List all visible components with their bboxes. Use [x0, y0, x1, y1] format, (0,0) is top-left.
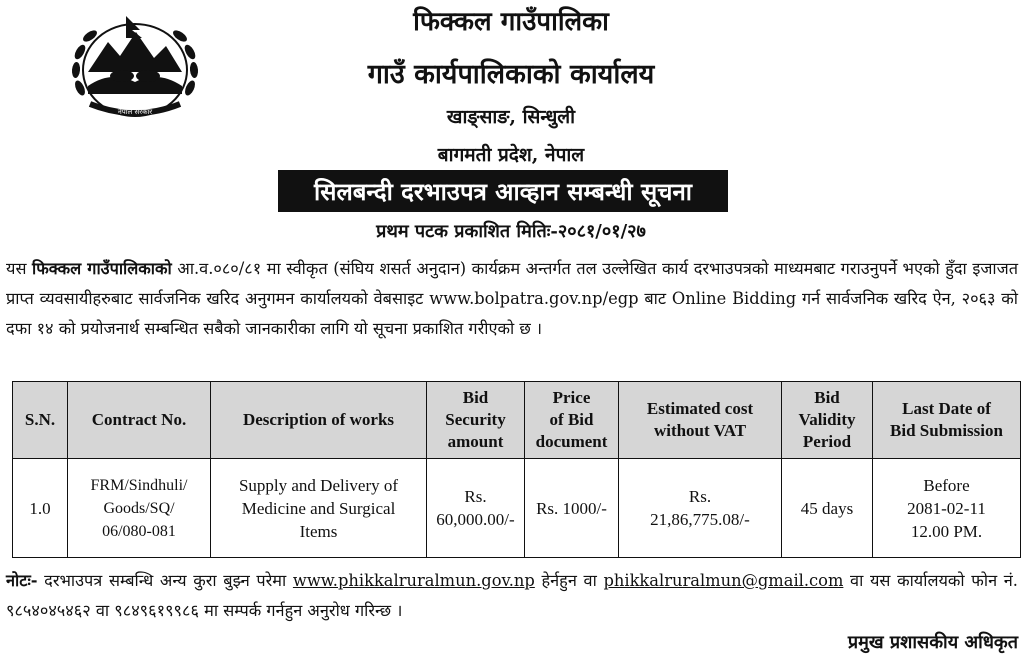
- note-text-2: हेर्नहुन वा: [541, 571, 597, 590]
- bid-table: [12, 381, 1021, 558]
- header-bid-security: Bid Security amount: [427, 382, 525, 459]
- notice-title-banner: सिलबन्दी दरभाउपत्र आव्हान सम्बन्धी सूचना: [278, 170, 728, 212]
- intro-municipality: फिक्कल गाउँपालिकाको: [32, 259, 172, 278]
- header-price-of-bid: Price of Bid document: [525, 382, 619, 459]
- cell-sn: 1.0: [13, 459, 68, 558]
- cell-contract-no: FRM/Sindhuli/ Goods/SQ/ 06/080-081: [68, 459, 211, 558]
- office-location: खाङ्साङ, सिन्धुली: [446, 106, 576, 128]
- header-last-date: Last Date of Bid Submission: [873, 382, 1021, 459]
- email-link[interactable]: phikkalruralmun@gmail.com: [603, 571, 844, 590]
- intro-paragraph: [6, 254, 1018, 344]
- cell-last-date: Before 2081-02-11 12.00 PM.: [873, 459, 1021, 558]
- header-sn: S.N.: [13, 382, 68, 459]
- signature-title: प्रमुख प्रशासकीय अधिकृत: [847, 632, 1018, 653]
- cell-estimated-cost: Rs. 21,86,775.08/-: [619, 459, 782, 558]
- published-date: प्रथम पटक प्रकाशित मितिः-२०८१/०१/२७: [376, 221, 646, 242]
- municipality-name: फिक्कल गाउँपालिका: [413, 7, 609, 37]
- note-text-1: दरभाउपत्र सम्बन्धि अन्य कुरा बुझ्न परेमा: [44, 571, 287, 590]
- emblem-caption: नेपाल सरकार: [117, 108, 153, 116]
- note-paragraph: [6, 566, 1018, 626]
- website-link[interactable]: www.phikkalruralmun.gov.np: [292, 571, 535, 590]
- note-label: नोटः-: [6, 571, 38, 590]
- intro-lead: यस: [6, 259, 27, 278]
- header-description: Description of works: [211, 382, 427, 459]
- header-bid-validity: Bid Validity Period: [782, 382, 873, 459]
- intro-body: आ.व.०८०/८१ मा स्वीकृत (संघिय शसर्त अनुदान) कार्यक्रम अन्तर्गत तल उल्लेखित कार्य दरभाउपत्रको माध्यमबाट गराउनुपर्ने भएको हुँदा इजाजत प्राप्त व्यवसायीहरुबाट सार्वजनिक खरिद अनुगमन कार्यालयको वेबसाइट www.bolpatra.gov.np/egp बाट Online Bidding गर्न सार्वजनिक खरिद ऐन, २०६३ को दफा १४ को प्रयोजनार्थ सम्बन्धित सबैको जानकारीका लागि यो सूचना प्रकाशित गरीएको छ ।: [6, 259, 1018, 338]
- note-text-3: वा यस कार्यालयको फोन नं. ९८५४०४५४६२ वा ९८४९६१९९८६ मा सम्पर्क गर्नहुन अनुरोध गरिन्छ ।: [6, 571, 1018, 620]
- cell-bid-validity: 45 days: [782, 459, 873, 558]
- cell-bid-security: Rs. 60,000.00/-: [427, 459, 525, 558]
- office-name: गाउँ कार्यपालिकाको कार्यालय: [367, 59, 655, 90]
- cell-description: Supply and Delivery of Medicine and Surgical Items: [211, 459, 427, 558]
- header-contract-no: Contract No.: [68, 382, 211, 459]
- cell-price-of-bid: Rs. 1000/-: [525, 459, 619, 558]
- table-header-row: [13, 382, 1021, 459]
- province-name: बागमती प्रदेश, नेपाल: [437, 144, 585, 166]
- header-estimated-cost: Estimated cost without VAT: [619, 382, 782, 459]
- table-row: [13, 459, 1021, 558]
